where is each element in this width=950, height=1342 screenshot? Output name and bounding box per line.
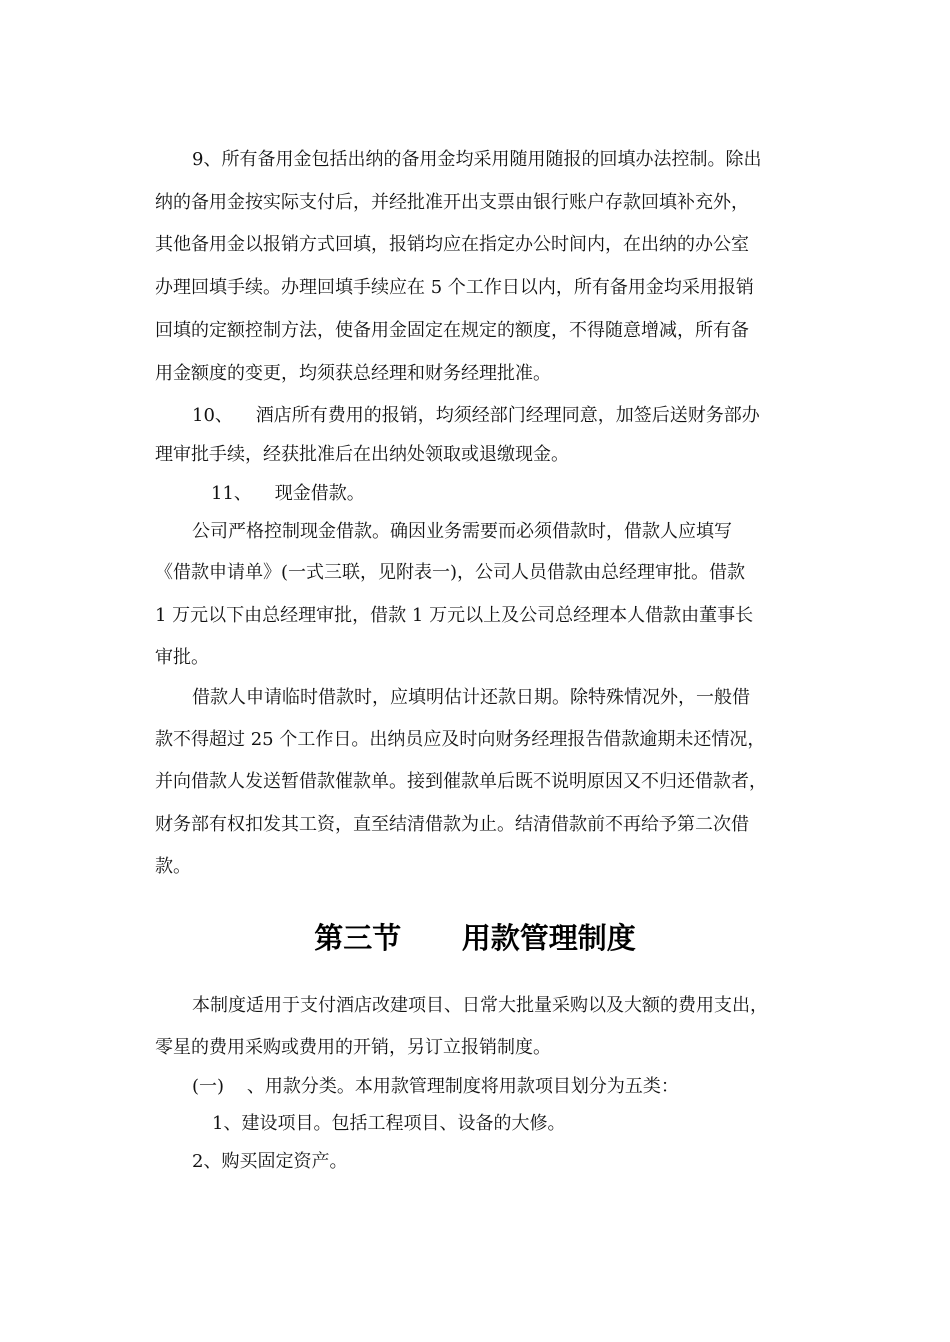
text-line: 审批。 [155, 647, 209, 668]
list-item: 2、购买固定资产。 [192, 1151, 348, 1172]
text-line: 办理回填手续。办理回填手续应在 5 个工作日以内，所有备用金均采用报销 [155, 277, 754, 298]
text-line: 10、 酒店所有费用的报销，均须经部门经理同意，加签后送财务部办 [192, 405, 760, 426]
text-line: 财务部有权扣发其工资，直至结清借款为止。结清借款前不再给予第二次借 [155, 814, 749, 835]
text-line: 其他备用金以报销方式回填，报销均应在指定办公时间内，在出纳的办公室 [155, 234, 749, 255]
text-line: 款不得超过 25 个工作日。出纳员应及时向财务经理报告借款逾期未还情况， [155, 729, 766, 750]
text-line: 本制度适用于支付酒店改建项目、日常大批量采购以及大额的费用支出， [192, 995, 768, 1016]
text-line: 并向借款人发送暂借款催款单。接到催款单后既不说明原因又不归还借款者， [155, 771, 767, 792]
text-line: 借款人申请临时借款时，应填明估计还款日期。除特殊情况外，一般借 [192, 687, 750, 708]
text-line: 纳的备用金按实际支付后，并经批准开出支票由银行账户存款回填补充外， [155, 192, 749, 213]
text-line: 1 万元以下由总经理审批，借款 1 万元以上及公司总经理本人借款由董事长 [155, 605, 754, 626]
text-line: 9、所有备用金包括出纳的备用金均采用随用随报的回填办法控制。除出 [192, 149, 762, 170]
text-line: 回填的定额控制方法，使备用金固定在规定的额度，不得随意增减，所有备 [155, 320, 749, 341]
text-line: 公司严格控制现金借款。确因业务需要而必须借款时，借款人应填写 [192, 521, 732, 542]
list-intro: (一) 、用款分类。本用款管理制度将用款项目划分为五类： [192, 1076, 679, 1097]
list-heading: 11、 现金借款。 [211, 483, 365, 504]
text-line: 理审批手续，经获批准后在出纳处领取或退缴现金。 [155, 444, 569, 465]
text-line: 款。 [155, 856, 191, 877]
text-line: 用金额度的变更，均须获总经理和财务经理批准。 [155, 363, 551, 384]
text-line: 零星的费用采购或费用的开销，另订立报销制度。 [155, 1037, 551, 1058]
text-line: 《借款申请单》(一式三联，见附表一)，公司人员借款由总经理审批。借款 [155, 562, 746, 583]
section-heading: 第三节 用款管理制度 [314, 921, 636, 955]
list-item: 1、建设项目。包括工程项目、设备的大修。 [212, 1113, 566, 1134]
